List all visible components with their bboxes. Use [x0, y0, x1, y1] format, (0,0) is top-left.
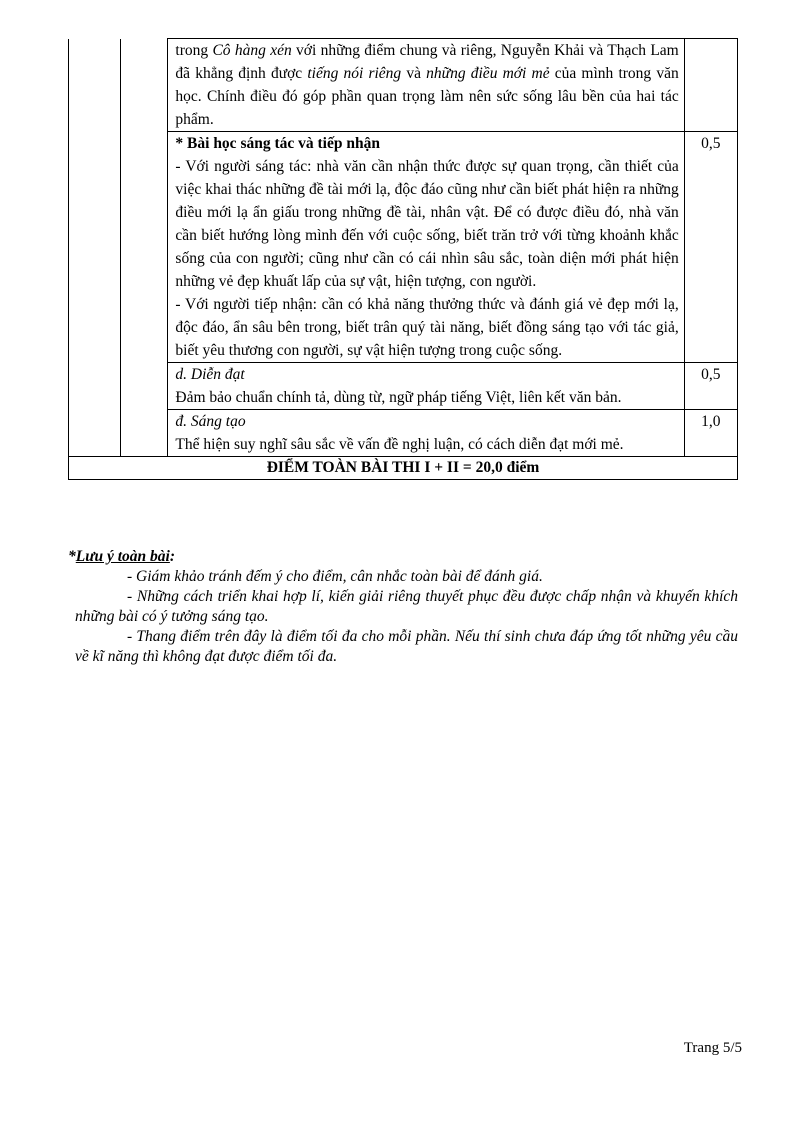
empty-cell	[69, 39, 121, 457]
notes-section	[68, 547, 738, 667]
grading-table	[68, 38, 738, 480]
note-item: - Thang điểm trên đây là điểm tối đa cho mỗi phần. Nếu thí sinh chưa đáp ứng tốt những yêu cầu về kĩ năng thì không đạt được điểm tối đa.	[75, 628, 738, 665]
expression-cell	[168, 363, 684, 410]
lesson-reader-text: - Với người tiếp nhận: cần có khả năng thưởng thức và đánh giá vẻ đẹp mới lạ, độc đáo, ẩn sâu bên trong, biết trân quý tài năng, biết đồng sáng tạo với tác giả, biết yêu thương con người, sự vật hiện tượng trong cuộc sống.	[175, 296, 679, 359]
table-row	[69, 363, 738, 410]
creativity-cell	[168, 410, 684, 457]
empty-cell	[121, 39, 168, 457]
score-cell: 1,0	[684, 410, 737, 457]
table-row	[69, 457, 738, 480]
expression-text: Đảm bảo chuẩn chính tả, dùng từ, ngữ pháp tiếng Việt, liên kết văn bản.	[175, 389, 622, 406]
note-item: - Những cách triển khai hợp lí, kiến giải riêng thuyết phục đều được chấp nhận và khuyến khích những bài có ý tưởng sáng tạo.	[75, 588, 738, 625]
creativity-heading: đ. Sáng tạo	[175, 413, 246, 430]
conclusion-text: trong Cô hàng xén với những điểm chung và riêng, Nguyễn Khải và Thạch Lam đã khẳng định được tiếng nói riêng và những điều mới mẻ của mình trong văn học. Chính điều đó góp phần quan trọng làm nên sức sống lâu bền của hai tác phẩm.	[175, 42, 679, 128]
lesson-heading: * Bài học sáng tác và tiếp nhận	[175, 135, 380, 152]
table-row	[69, 410, 738, 457]
table-row	[69, 39, 738, 132]
score-cell	[684, 39, 737, 132]
notes-title: *Lưu ý toàn bài:	[68, 548, 176, 565]
conclusion-cell	[168, 39, 684, 132]
table-row	[69, 132, 738, 363]
note-item: - Giám khảo tránh đếm ý cho điểm, cân nhắc toàn bài để đánh giá.	[127, 568, 543, 585]
total-score: ĐIỂM TOÀN BÀI THI I + II = 20,0 điểm	[69, 457, 738, 480]
page-number: Trang 5/5	[683, 1040, 742, 1056]
lesson-cell	[168, 132, 684, 363]
score-cell: 0,5	[684, 132, 737, 363]
creativity-text: Thể hiện suy nghĩ sâu sắc về vấn đề nghị luận, có cách diễn đạt mới mẻ.	[175, 436, 624, 453]
score-cell: 0,5	[684, 363, 737, 410]
lesson-writer-text: - Với người sáng tác: nhà văn cần nhận thức được sự quan trọng, cần thiết của việc khai thác những đề tài mới lạ, độc đáo cũng như cần biết phát hiện ra những điều mới lạ ẩn giấu trong những đề tài, nhân vật. Để có được điều đó, nhà văn cần biết hướng lòng mình đến với cuộc sống, biết trăn trở với từng khoảnh khắc sống của con người; cũng như cần có cái nhìn sâu sắc, toàn diện mới phát hiện những vẻ đẹp khuất lấp của sự vật, hiện tượng, con người.	[175, 158, 679, 290]
expression-heading: d. Diễn đạt	[175, 366, 245, 383]
